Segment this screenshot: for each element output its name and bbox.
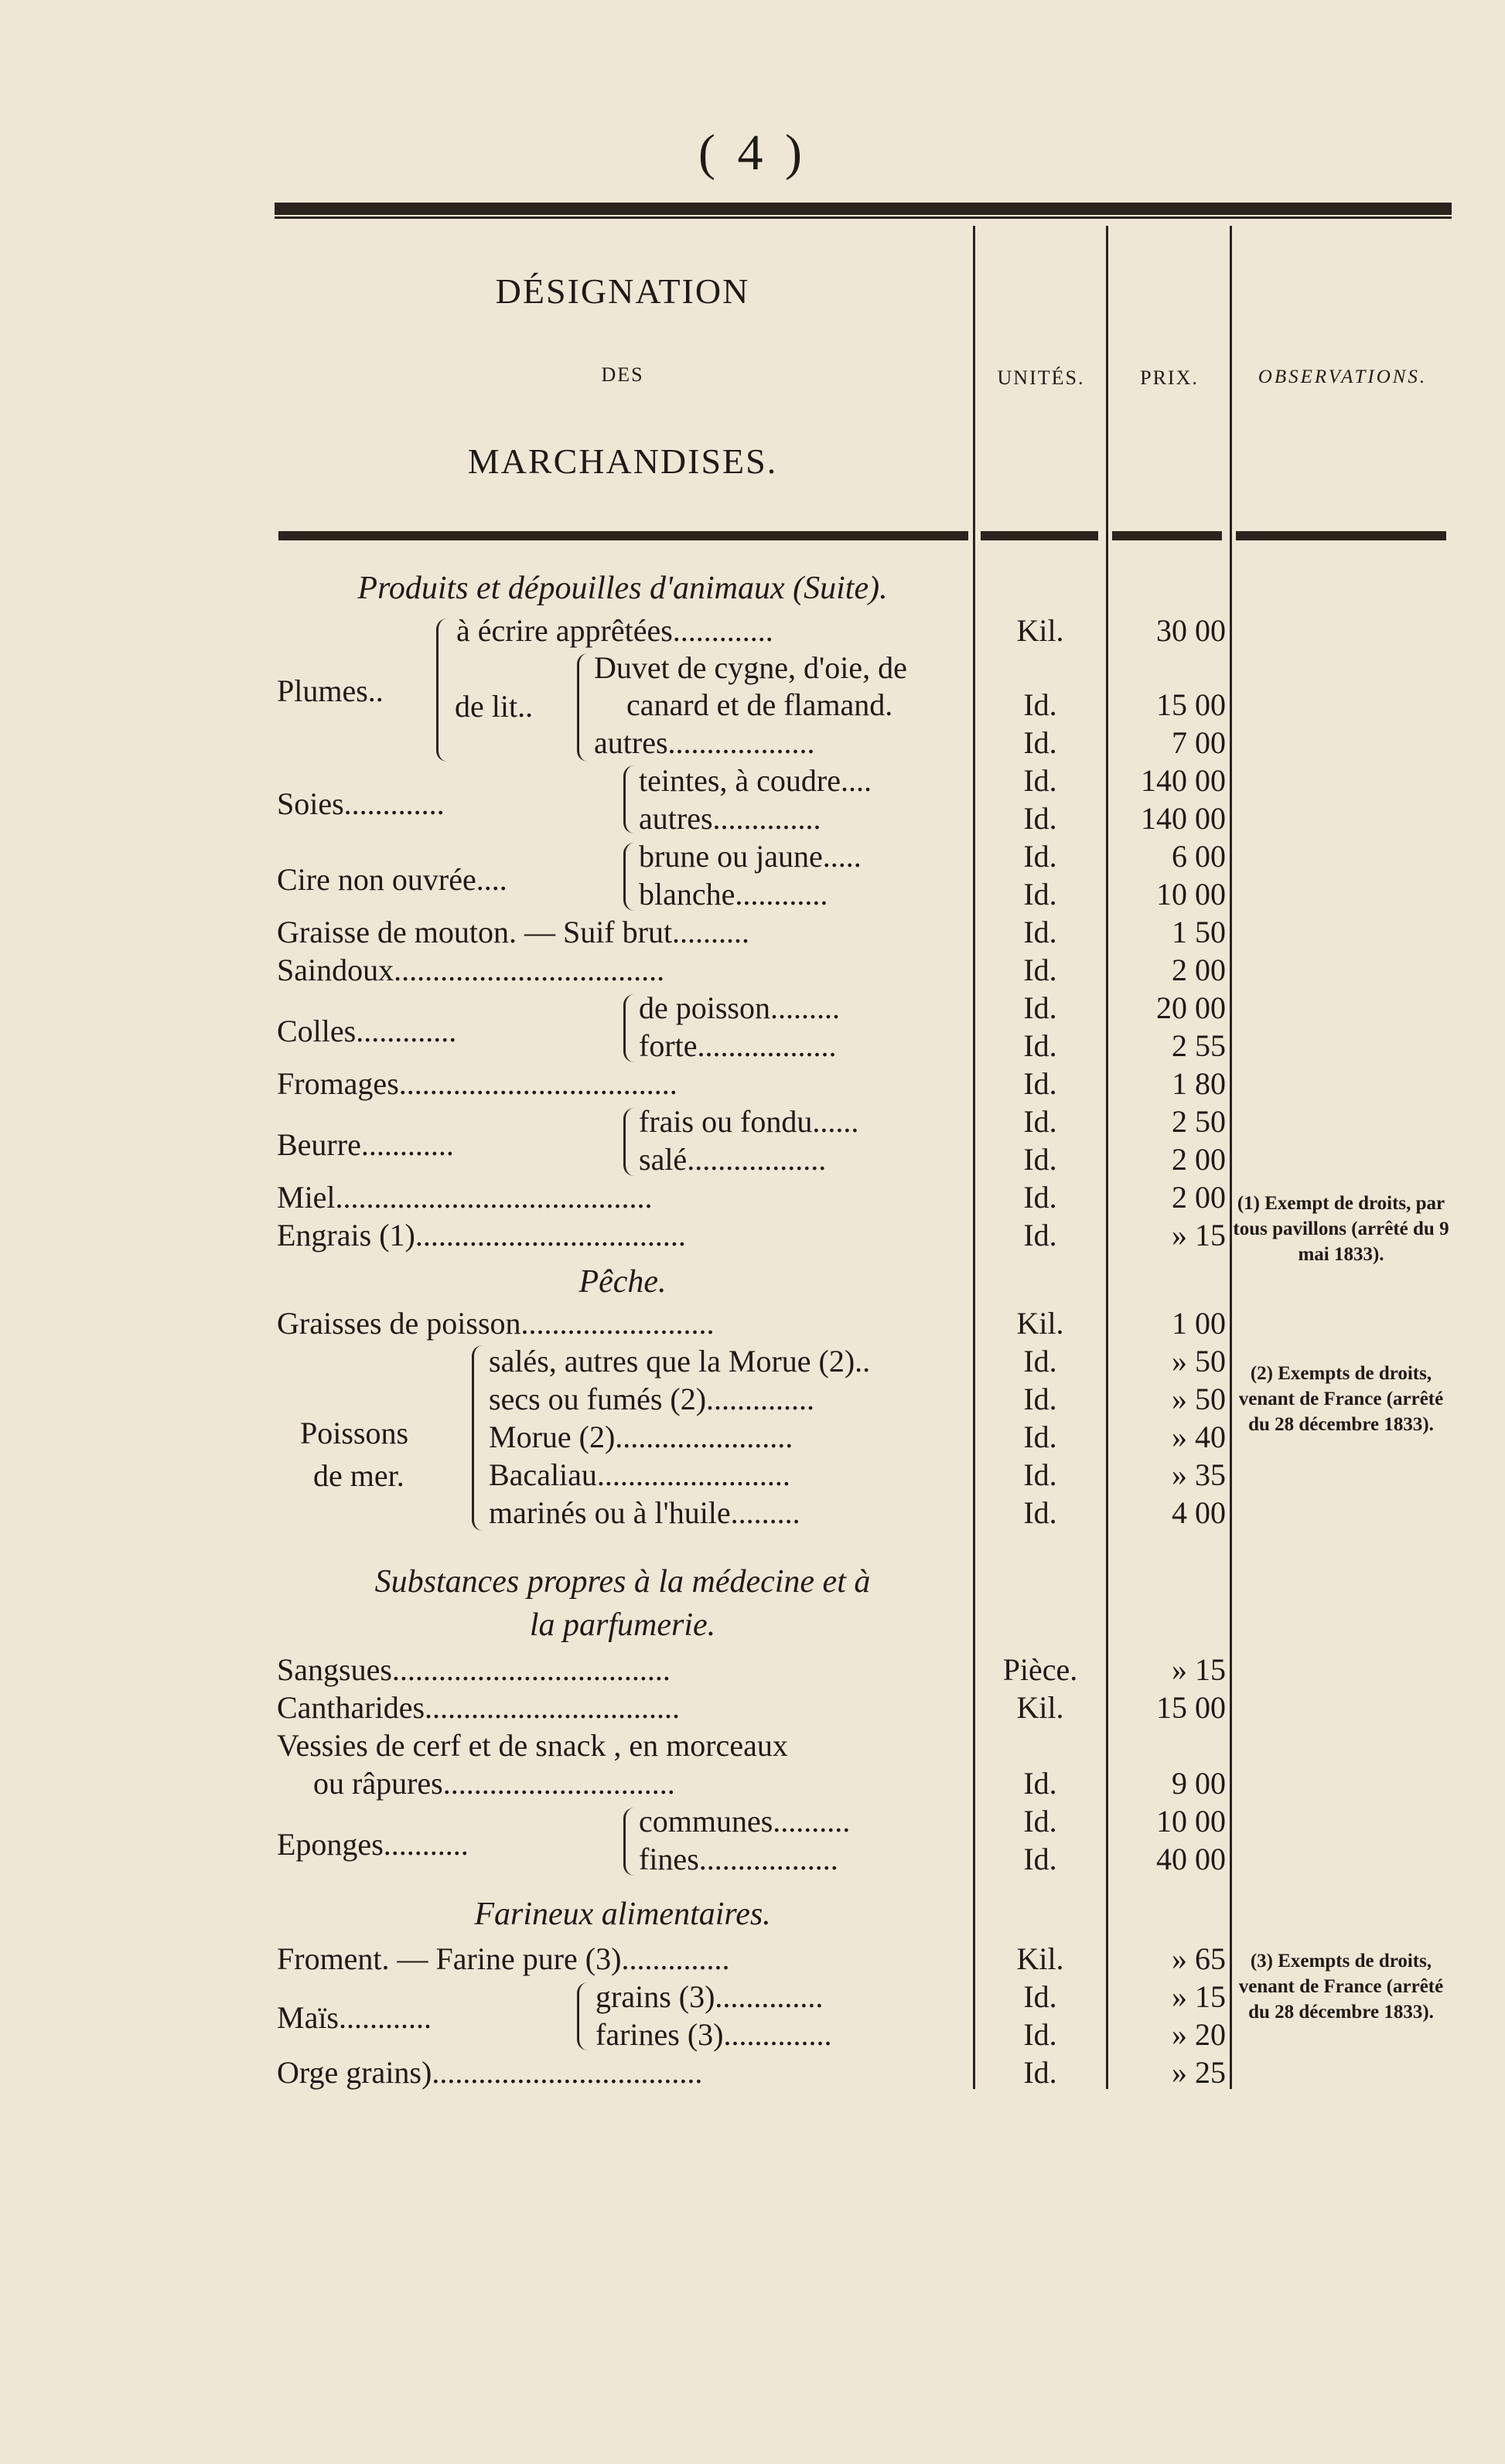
row-unit: Id. <box>1023 1142 1057 1177</box>
top-rule-thin <box>275 216 1452 219</box>
note-3: (3) Exempts de droits, venant de France (arrêté du 28 décembre 1833). <box>1238 1951 1444 2023</box>
table-row: Sangsues.................................... <box>277 1652 671 1687</box>
row-price: 9 00 <box>1172 1766 1226 1801</box>
row-price: 2 00 <box>1172 953 1226 987</box>
section-substances: Substances propres à la médecine et à <box>374 1564 871 1600</box>
table-row: frais ou fondu...... <box>639 1104 859 1139</box>
row-price: » 50 <box>1172 1344 1226 1379</box>
row-price: » 15 <box>1172 1652 1226 1687</box>
row-price: 30 00 <box>1156 613 1226 648</box>
row-unit: Id. <box>1023 2055 1057 2090</box>
row-unit: Id. <box>1023 1766 1057 1801</box>
group-poissons-2: de mer. <box>313 1458 404 1493</box>
row-price: » 40 <box>1172 1419 1226 1454</box>
group-de-lit: de lit.. <box>455 689 534 724</box>
table-row: Graisse de mouton. — Suif brut.......... <box>277 915 750 949</box>
table-row: Fromages.................................... <box>277 1066 677 1101</box>
row-unit: Kil. <box>1016 1941 1064 1976</box>
row-price: 2 55 <box>1172 1028 1226 1063</box>
row-price: 2 00 <box>1172 1142 1226 1177</box>
table-row: Miel......................................... <box>277 1180 653 1215</box>
brace <box>623 843 635 911</box>
table-row: marinés ou à l'huile......... <box>489 1495 800 1530</box>
table-row: canard et de flamand. <box>626 687 893 722</box>
row-unit: Kil. <box>1016 1690 1064 1725</box>
brace <box>623 765 635 833</box>
row-unit: Id. <box>1023 990 1057 1025</box>
row-unit: Id. <box>1023 1104 1057 1139</box>
section-produits: Produits et dépouilles d'animaux (Suite). <box>357 571 888 606</box>
table-row: Saindoux................................... <box>277 953 665 987</box>
table-row: ou râpures.............................. <box>313 1766 675 1801</box>
table-row: Graisses de poisson......................... <box>277 1306 715 1341</box>
row-price: » 15 <box>1172 1218 1226 1252</box>
header-unites: UNITÉS. <box>997 366 1085 389</box>
row-price: » 20 <box>1172 2017 1226 2052</box>
row-unit: Id. <box>1023 1842 1057 1876</box>
brace <box>577 1982 589 2050</box>
row-price: » 25 <box>1172 2055 1226 2090</box>
table-row: salés, autres que la Morue (2).. <box>489 1344 871 1379</box>
row-unit: Id. <box>1023 839 1057 874</box>
table-row: autres.............. <box>639 801 821 836</box>
row-price: 20 00 <box>1156 990 1226 1025</box>
brace <box>472 1345 485 1531</box>
row-unit: Kil. <box>1016 613 1064 648</box>
row-unit: Id. <box>1023 1382 1057 1416</box>
row-unit: Id. <box>1023 1218 1057 1252</box>
row-unit: Id. <box>1023 953 1057 987</box>
row-unit: Id. <box>1023 1180 1057 1215</box>
row-unit: Id. <box>1023 877 1057 912</box>
row-unit: Id. <box>1023 1495 1057 1530</box>
row-price: 1 80 <box>1172 1066 1226 1101</box>
row-unit: Id. <box>1023 2017 1057 2052</box>
header-marchandises: MARCHANDISES. <box>467 441 778 481</box>
row-price: 2 00 <box>1172 1180 1226 1215</box>
group-cire: Cire non ouvrée.... <box>277 862 507 897</box>
table-row: Engrais (1)................................... <box>277 1218 686 1252</box>
row-price: 15 00 <box>1156 687 1226 722</box>
row-price: 4 00 <box>1172 1495 1226 1530</box>
row-price: 1 50 <box>1172 915 1226 949</box>
row-unit: Pièce. <box>1002 1652 1078 1687</box>
table-row: grains (3).............. <box>596 1979 824 2014</box>
table-row: autres................... <box>594 725 815 760</box>
table-row: Duvet de cygne, d'oie, de <box>594 650 907 685</box>
brace <box>623 1108 635 1176</box>
row-unit: Id. <box>1023 725 1057 760</box>
table-row: Orge grains)................................... <box>277 2055 703 2090</box>
row-price: 140 00 <box>1141 801 1226 836</box>
row-price: 2 50 <box>1172 1104 1226 1139</box>
row-unit: Kil. <box>1016 1306 1064 1341</box>
row-price: 15 00 <box>1156 1690 1226 1725</box>
row-price: 6 00 <box>1172 839 1226 874</box>
column-divider <box>1230 226 1232 2089</box>
table-row: Bacaliau......................... <box>489 1457 790 1492</box>
row-unit: Id. <box>1023 687 1057 722</box>
row-unit: Id. <box>1023 1066 1057 1101</box>
header-bar <box>278 531 968 540</box>
table-row: farines (3).............. <box>596 2017 832 2052</box>
group-mais: Maïs............ <box>277 2000 432 2035</box>
row-unit: Id. <box>1023 915 1057 949</box>
group-colles: Colles............. <box>277 1014 457 1048</box>
note-2: (2) Exempts de droits, venant de France (arrêté du 28 décembre 1833). <box>1238 1363 1444 1435</box>
top-rule <box>275 203 1452 215</box>
row-unit: Id. <box>1023 1979 1057 2014</box>
table-row: teintes, à coudre.... <box>639 763 872 798</box>
table-row: Morue (2)....................... <box>489 1419 793 1454</box>
row-unit: Id. <box>1023 1344 1057 1379</box>
table-row: Froment. — Farine pure (3).............. <box>277 1941 730 1976</box>
header-prix: PRIX. <box>1140 366 1199 389</box>
section-substances-2: la parfumerie. <box>529 1607 716 1643</box>
table-row: brune ou jaune..... <box>639 839 862 874</box>
table-row: Cantharides................................. <box>277 1690 681 1725</box>
brace <box>577 653 590 762</box>
row-price: » 35 <box>1172 1457 1226 1492</box>
row-price: 10 00 <box>1156 1804 1226 1839</box>
group-plumes: Plumes.. <box>277 673 384 708</box>
table-row: salé.................. <box>639 1142 827 1177</box>
table-row: Vessies de cerf et de snack , en morceaux <box>277 1728 788 1763</box>
header-bar <box>981 531 1098 540</box>
row-price: 10 00 <box>1156 877 1226 912</box>
row-unit: Id. <box>1023 763 1057 798</box>
row-price: 40 00 <box>1156 1842 1226 1876</box>
table-row: à écrire apprêtées............. <box>456 613 773 648</box>
group-poissons: Poissons <box>300 1416 409 1450</box>
row-price: 7 00 <box>1172 725 1226 760</box>
brace <box>623 994 635 1062</box>
brace <box>436 619 449 762</box>
table-row: forte.................. <box>639 1028 837 1063</box>
section-farineux: Farineux alimentaires. <box>474 1897 771 1932</box>
table-row: secs ou fumés (2).............. <box>489 1382 815 1416</box>
header-bar <box>1236 531 1446 540</box>
column-divider <box>1106 226 1108 2089</box>
group-soies: Soies............. <box>277 786 445 821</box>
row-unit: Id. <box>1023 1804 1057 1839</box>
note-1: (1) Exempt de droits, par tous pavillons (arrêté du 9 mai 1833). <box>1233 1193 1449 1265</box>
row-unit: Id. <box>1023 1419 1057 1454</box>
row-unit: Id. <box>1023 1457 1057 1492</box>
page-number: ( 4 ) <box>698 124 807 181</box>
row-unit: Id. <box>1023 1028 1057 1063</box>
row-price: 140 00 <box>1141 763 1226 798</box>
table-row: communes.......... <box>639 1804 851 1839</box>
group-beurre: Beurre............ <box>277 1127 454 1162</box>
header-designation: DÉSIGNATION <box>495 271 750 311</box>
row-price: » 15 <box>1172 1979 1226 2014</box>
header-des: DES <box>601 363 644 386</box>
header-bar <box>1112 531 1222 540</box>
table-row: de poisson......... <box>639 990 840 1025</box>
row-unit: Id. <box>1023 801 1057 836</box>
table-row: fines.................. <box>639 1842 838 1876</box>
row-price: » 65 <box>1172 1941 1226 1976</box>
header-observations: OBSERVATIONS. <box>1258 366 1428 387</box>
group-eponges: Eponges........... <box>277 1827 469 1862</box>
row-price: » 50 <box>1172 1382 1226 1416</box>
table-row: blanche............ <box>639 877 828 912</box>
row-price: 1 00 <box>1172 1306 1226 1341</box>
section-peche: Pêche. <box>578 1264 667 1300</box>
brace <box>623 1808 635 1876</box>
